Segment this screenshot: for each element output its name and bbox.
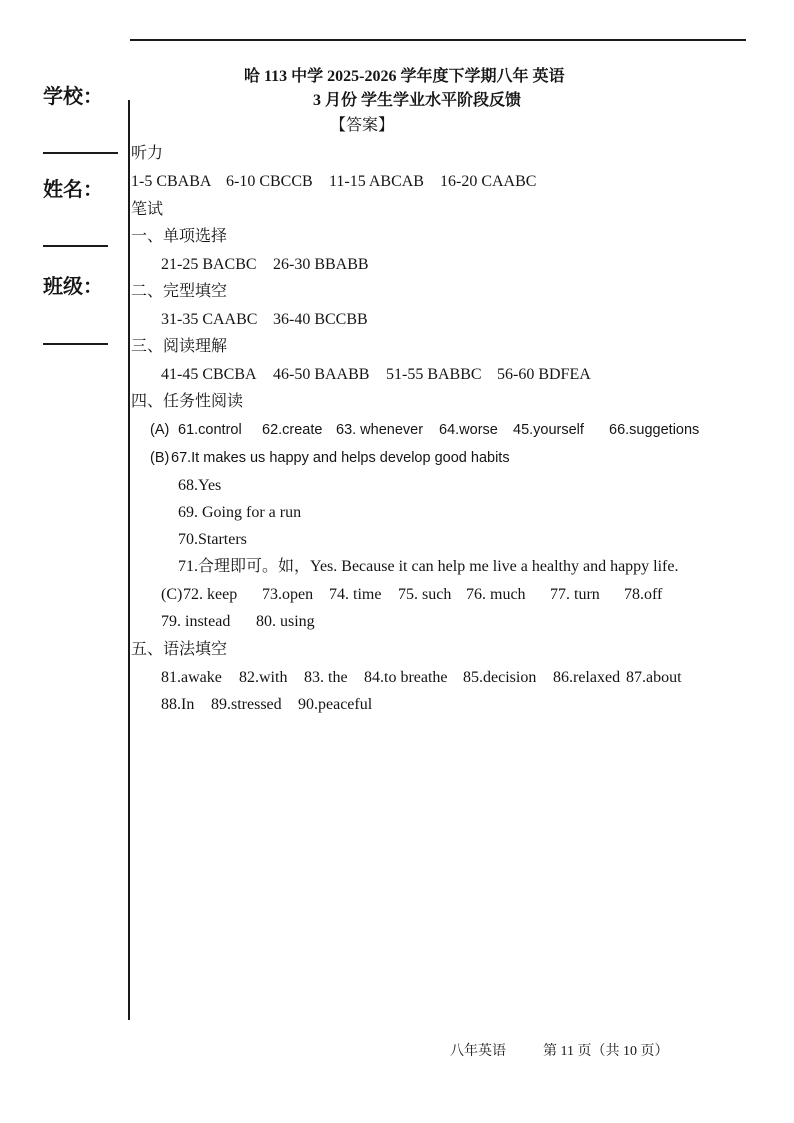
- subtitle-row: [0, 91, 794, 111]
- answer-label: 【答案】: [330, 117, 395, 134]
- answer-item: 64.worse: [439, 422, 498, 438]
- task-reading-part-a-row: [0, 420, 794, 440]
- answer-group: 26-30 BBABB: [273, 256, 369, 273]
- answer-item: 73.open: [262, 586, 314, 603]
- answer-item: 79. instead: [161, 613, 231, 630]
- single-choice-heading-row: [0, 227, 794, 247]
- task-reading-part-b-row: [0, 503, 794, 523]
- answer-item: 76. much: [466, 586, 526, 603]
- answer-item: 62.create: [262, 422, 323, 438]
- reading-heading: 三、阅读理解: [131, 338, 228, 355]
- answer-group: 31-35 CAABC: [161, 311, 258, 328]
- listening-heading-row: [0, 144, 794, 164]
- task-reading-part-c-row: [0, 585, 794, 605]
- grammar-heading: 五、语法填空: [131, 641, 228, 658]
- answer-item: 63. whenever: [336, 422, 424, 438]
- task-reading-part-b-row: [0, 557, 794, 577]
- answer-item: 80. using: [256, 613, 315, 630]
- cloze-answers-row: [0, 310, 794, 330]
- page-footer: [0, 1042, 794, 1062]
- part-a-label: (A): [150, 422, 170, 438]
- task-reading-heading-row: [0, 392, 794, 412]
- part-c-label: (C): [161, 586, 183, 603]
- answer-group: 51-55 BABBC: [386, 366, 482, 383]
- cloze-heading: 二、完型填空: [131, 283, 228, 300]
- answer-item: 86.relaxed: [553, 669, 621, 686]
- answer-item: 88.In: [161, 696, 195, 713]
- document-title: 哈 113 中学 2025-2026 学年度下学期八年 英语: [244, 68, 565, 85]
- written-heading-row: [0, 200, 794, 220]
- answer-group: 41-45 CBCBA: [161, 366, 257, 383]
- answer-item: 84.to breathe: [364, 669, 448, 686]
- answer-item: 74. time: [329, 586, 382, 603]
- answer-item: 81.awake: [161, 669, 222, 686]
- answer-group: 1-5 CBABA: [131, 173, 212, 190]
- answer-group: 11-15 ABCAB: [329, 173, 424, 190]
- answer-item: 89.stressed: [211, 696, 282, 713]
- task-reading-part-b-row: [0, 476, 794, 496]
- answer-item: 67.It makes us happy and helps develop good habits: [171, 450, 510, 466]
- answer-item: 70.Starters: [178, 531, 247, 548]
- task-reading-part-b-row: [0, 530, 794, 550]
- part-b-label: (B): [150, 450, 170, 466]
- answer-item: 71.合理即可。如，Yes. Because it can help me live a healthy and happy life.: [178, 558, 679, 575]
- grammar-heading-row: [0, 640, 794, 660]
- reading-heading-row: [0, 337, 794, 357]
- answer-item: 77. turn: [550, 586, 600, 603]
- answer-group: 56-60 BDFEA: [497, 366, 591, 383]
- answer-group: 16-20 CAABC: [440, 173, 537, 190]
- top-rule: [130, 39, 746, 41]
- answer-item: 72. keep: [183, 586, 238, 603]
- task-reading-heading: 四、任务性阅读: [131, 393, 244, 410]
- answer-item: 85.decision: [463, 669, 537, 686]
- name-label: 姓名：: [43, 179, 103, 201]
- answer-group: 6-10 CBCCB: [226, 173, 313, 190]
- document-subtitle: 3 月份 学生学业水平阶段反馈: [313, 92, 522, 109]
- grammar-answers-row: [0, 695, 794, 715]
- answer-item: 45.yourself: [513, 422, 584, 438]
- answer-item: 75. such: [398, 586, 452, 603]
- answer-group: 46-50 BAABB: [273, 366, 370, 383]
- answer-item: 66.suggetions: [609, 422, 700, 438]
- school-label: 学校：: [43, 86, 103, 108]
- task-reading-part-c-row: [0, 612, 794, 632]
- answer-item: 78.off: [624, 586, 663, 603]
- single-choice-answers-row: [0, 255, 794, 275]
- listening-answers-row: [0, 172, 794, 192]
- answer-label-row: [0, 116, 794, 136]
- title-row: [0, 67, 794, 87]
- answer-item: 82.with: [239, 669, 288, 686]
- answer-group: 36-40 BCCBB: [273, 311, 368, 328]
- grammar-answers-row: [0, 668, 794, 688]
- answer-item: 83. the: [304, 669, 348, 686]
- answer-item: 69. Going for a run: [178, 504, 302, 521]
- cloze-heading-row: [0, 282, 794, 302]
- class-label: 班级：: [43, 276, 103, 298]
- answer-group: 21-25 BACBC: [161, 256, 257, 273]
- footer-subject: 八年英语: [450, 1044, 506, 1059]
- footer-page-number: 第 11 页（共 10 页）: [543, 1044, 669, 1059]
- listening-heading: 听力: [131, 145, 164, 162]
- reading-answers-row: [0, 365, 794, 385]
- answer-item: 68.Yes: [178, 477, 222, 494]
- written-heading: 笔试: [131, 201, 164, 218]
- answer-item: 87.about: [626, 669, 682, 686]
- answer-item: 90.peaceful: [298, 696, 373, 713]
- single-choice-heading: 一、单项选择: [131, 228, 228, 245]
- answer-item: 61.control: [178, 422, 242, 438]
- task-reading-part-b-row: [0, 448, 794, 468]
